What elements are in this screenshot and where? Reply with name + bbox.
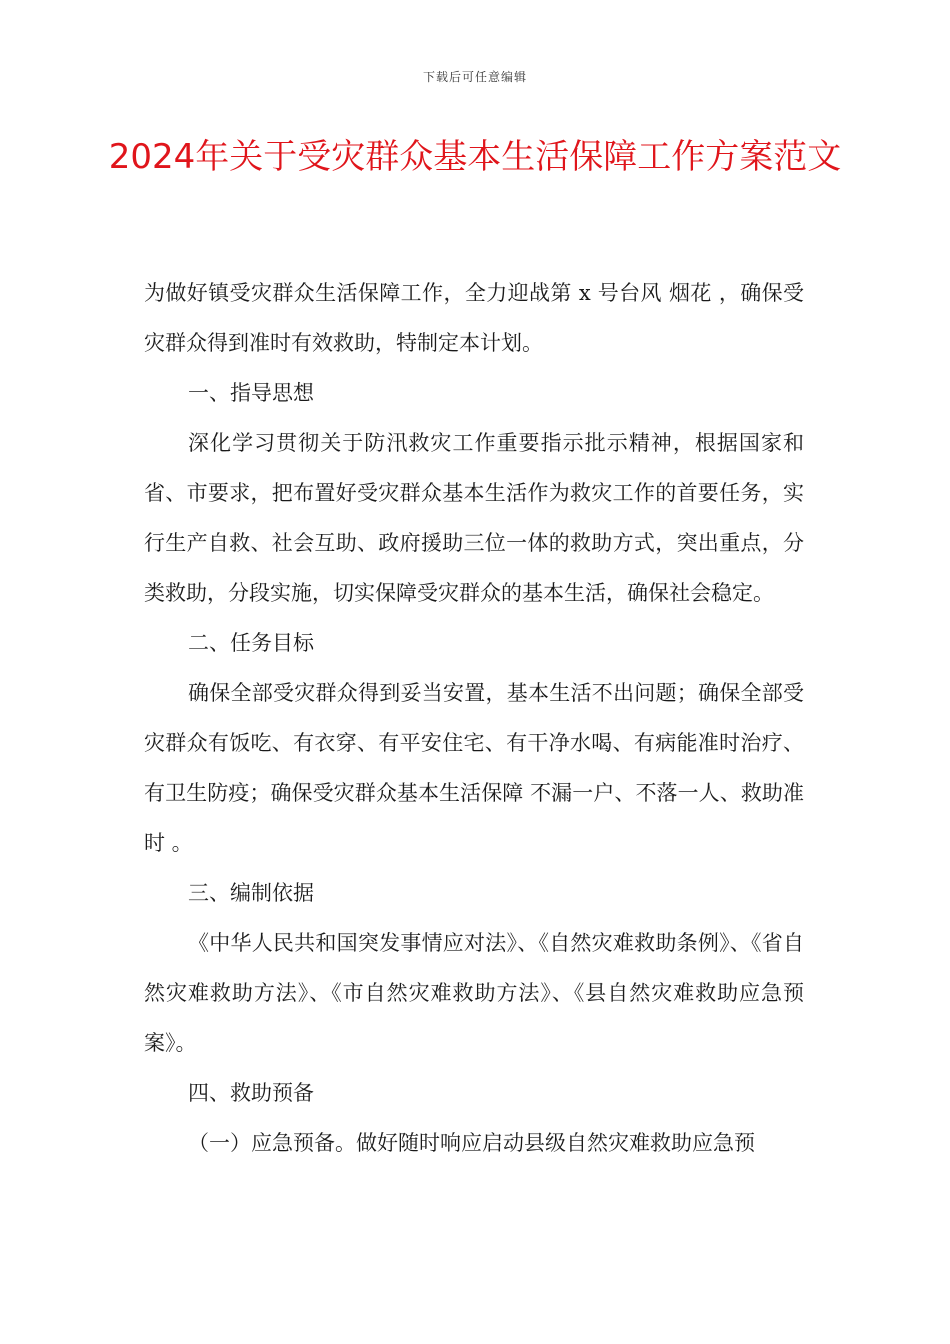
section-heading-basis: 三、编制依据 [188,881,314,905]
task-goals-paragraph: 确保全部受灾群众得到妥当安置，基本生活不出问题；确保全部受灾群众有饭吃、有衣穿、有平安住宅、有干净水喝、有病能准时治疗、有卫生防疫；确保受灾群众基本生活保障 不漏一户、不落一人、救助准时 。 [144,681,804,855]
section-heading-relief-preparation: 四、救助预备 [188,1081,314,1105]
section-heading-guiding-ideology: 一、指导思想 [188,381,314,405]
guiding-ideology-paragraph: 深化学习贯彻关于防汛救灾工作重要指示批示精神，根据国家和省、市要求，把布置好受灾群众基本生活作为救灾工作的首要任务，实行生产自救、社会互助、政府援助三位一体的救助方式，突出重点，分类救助，分段实施，切实保障受灾群众的基本生活，确保社会稳定。 [144,431,804,605]
document-body [144,268,804,1168]
document-title: 2024年关于受灾群众基本生活保障工作方案范文 [108,137,842,177]
emergency-preparation-paragraph: （一）应急预备。做好随时响应启动县级自然灾难救助应急预 [188,1131,755,1155]
basis-paragraph: 《中华人民共和国突发事情应对法》、《自然灾难救助条例》、《省自然灾难救助方法》、《市自然灾难救助方法》、《县自然灾难救助应急预案》。 [144,931,804,1055]
header-note: 下载后可任意编辑 [422,70,527,84]
section-heading-task-goals: 二、任务目标 [188,631,314,655]
intro-paragraph: 为做好镇受灾群众生活保障工作，全力迎战第 x 号台风 烟花 ，确保受灾群众得到准时有效救助，特制定本计划。 [144,281,804,355]
